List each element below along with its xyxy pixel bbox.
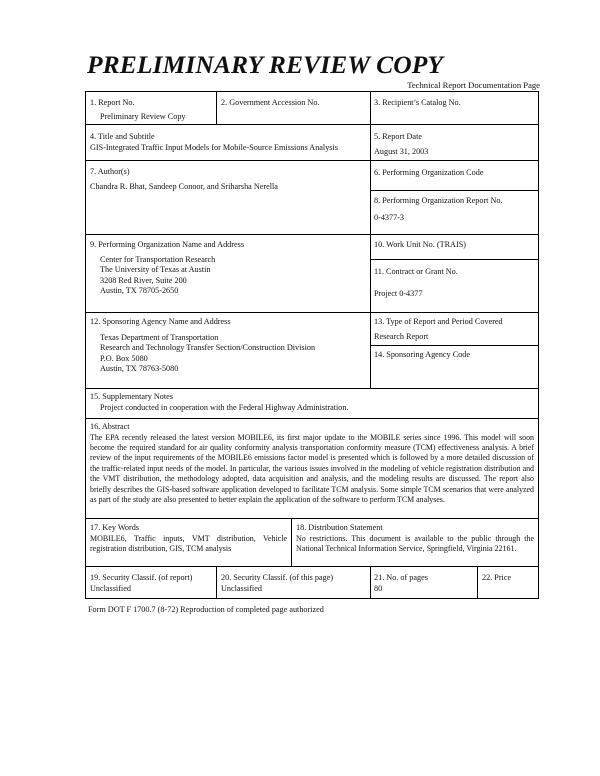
field-value: Preliminary Review Copy [100,111,186,121]
field-label: 22. Price [482,573,512,582]
row-divider [86,312,538,313]
cell-divider [370,345,538,346]
field-value: No restrictions. This document is available to the public through the National Technical Information Service, Springfield, Virginia 22161. [296,533,534,554]
field-gov-accession [221,98,367,109]
field-label: 9. Performing Organization Name and Address [90,240,245,249]
field-sponsor-code [374,350,534,361]
field-supplementary-notes [90,392,534,413]
field-label: 6. Performing Organization Code [374,168,484,177]
field-label: 11. Contract or Grant No. [374,267,458,276]
form-subtitle: Technical Report Documentation Page [407,80,540,90]
field-report-no [90,98,212,122]
row-divider [86,388,538,389]
field-report-type [374,317,534,342]
address-line: Austin, TX 78763-5080 [100,364,179,374]
field-key-words [90,523,287,555]
row-divider [86,160,538,161]
column-divider [291,518,292,566]
address-line: Austin, TX 78705-2650 [100,286,179,296]
field-label: 1. Report No. [90,98,135,107]
field-abstract [90,422,534,505]
field-perf-org-report [374,196,534,223]
row-divider [86,566,538,567]
field-label: 16. Abstract [90,422,130,431]
field-price [482,573,536,584]
field-value: Chandra R. Bhat, Sandeep Conoor, and Sriharsha Nerella [90,181,278,191]
address-line: Center for Transportation Research [100,254,216,264]
field-value: Unclassified [90,583,131,593]
field-value: Project conducted in cooperation with the Federal Highway Administration. [100,402,349,412]
column-divider [216,92,217,124]
field-label: 19. Security Classif. (of report) [90,573,193,582]
column-divider [216,566,217,599]
address-line: Texas Department of Transportation [100,332,219,342]
field-value: Unclassified [221,583,262,593]
field-value: GIS-Integrated Traffic Input Models for Mobile-Source Emissions Analysis [90,142,338,152]
field-label: 14. Sponsoring Agency Code [374,350,470,359]
field-security-report [90,573,214,594]
field-label: 7. Author(s) [90,167,130,176]
field-value: MOBILE6, Traffic inputs, VMT distribution, Vehicle registration distribution, GIS, TCM analysis [90,533,287,554]
cell-divider [370,259,538,260]
column-divider [370,566,371,599]
field-label: 13. Type of Report and Period Covered [374,317,503,326]
field-value: Project 0-4377 [374,288,423,298]
banner-title: PRELIMINARY REVIEW COPY [87,50,444,79]
column-divider [370,92,371,388]
address-line: 3208 Red River, Suite 200 [100,275,187,285]
field-perf-org-name [90,240,366,297]
field-label: 5. Report Date [374,132,422,141]
field-recipient-catalog [374,98,534,109]
form-footer: Form DOT F 1700.7 (8-72) Reproduction of completed page authorized [88,605,324,614]
field-label: 3. Recipient’s Catalog No. [374,98,461,107]
row-divider [86,234,538,235]
field-label: 21. No. of pages [374,573,428,582]
address-line: The University of Texas at Austin [100,265,211,275]
field-label: 2. Government Accession No. [221,98,320,107]
field-label: 8. Performing Organization Report No. [374,196,503,205]
cell-divider [370,190,538,191]
field-value: Research Report [374,331,429,341]
field-sponsor [90,317,366,375]
field-label: 10. Work Unit No. (TRAIS) [374,240,466,249]
field-label: 4. Title and Subtitle [90,132,155,141]
field-authors [90,167,366,192]
abstract-text: The EPA recently released the latest version MOBILE6, its first major update to the MOBILE series since 1996. This model will soon become the required standard for air quality conformity analysis transportation conformity measure (TCM) effectiveness analysis. A brief review of the input requirements of the MOBILE6 emissions factor model is presented which is followed by a more detailed discussion of the traffic-related input needs of the model. In particular, the various issues involved in the modeling of vehicle registration distribution and the VMT distribution, the methodology adopted, data acquisition and analysis, and the modeling results are discussed. The report also briefly describes the GIS-based software application developed to facilitate TCM analysis. Some simple TCM scenarios that were analyzed as part of the study are also presented to better explain the application of the software to perform TCM analyses. [90,432,534,505]
report-documentation-form [85,91,539,599]
field-label: 12. Sponsoring Agency Name and Address [90,317,231,326]
field-title-subtitle [90,132,366,153]
address-line: P.O. Box 5080 [100,353,148,363]
row-divider [86,124,538,125]
field-report-date [374,132,534,157]
field-value: August 31, 2003 [374,146,429,156]
field-perf-org-code [374,168,534,179]
field-value: 80 [374,583,383,593]
field-security-page [221,573,367,594]
field-label: 18. Distribution Statement [296,523,383,532]
row-divider [86,518,538,519]
field-contract-grant [374,267,534,299]
field-num-pages [374,573,474,594]
field-distribution [296,523,534,555]
field-value: 0-4377-3 [374,212,405,222]
row-divider [86,418,538,419]
address-line: Research and Technology Transfer Section/Construction Division [100,343,316,353]
field-label: 20. Security Classif. (of this page) [221,573,334,582]
field-label: 17. Key Words [90,523,139,532]
field-label: 15. Supplementary Notes [90,392,173,401]
column-divider [477,566,478,599]
field-work-unit [374,240,534,251]
